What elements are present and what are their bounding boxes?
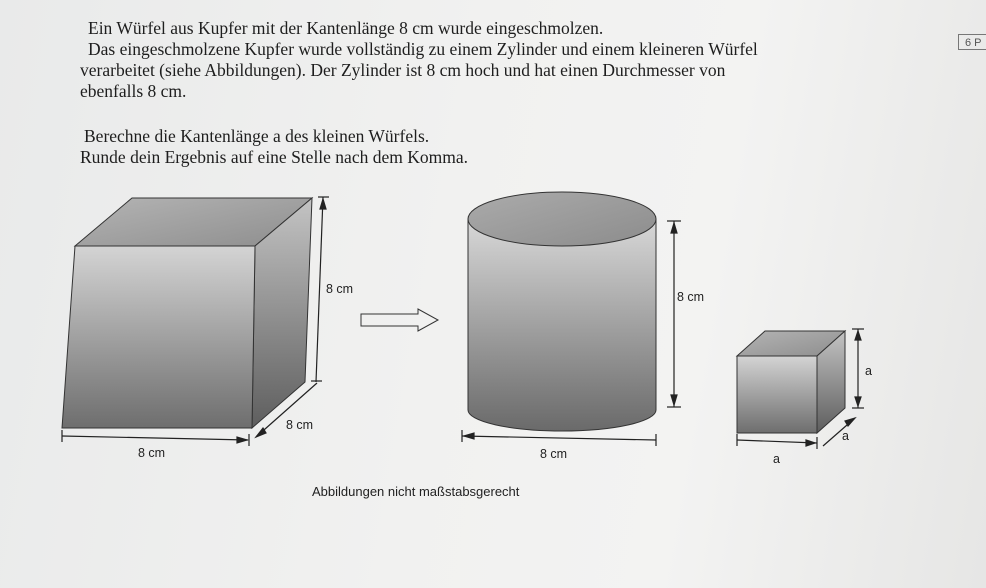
cylinder-top	[468, 192, 656, 246]
small-cube	[737, 331, 845, 433]
cylinder-height-label: 8 cm	[677, 290, 705, 304]
cylinder-body	[468, 219, 656, 431]
big-cube-height-label: 8 cm	[326, 282, 354, 296]
big-cube	[62, 198, 312, 428]
small-cube-height-label: a	[865, 364, 872, 378]
big-cube-width-label: 8 cm	[138, 446, 166, 460]
points-badge: 6 P	[958, 34, 986, 50]
task-line-6: Runde dein Ergebnis auf eine Stelle nach dem Komma.	[80, 147, 468, 167]
big-cube-depth-label: 8 cm	[286, 418, 314, 432]
task-line-1: Ein Würfel aus Kupfer mit der Kantenlänge 8 cm wurde eingeschmolzen.	[88, 18, 604, 38]
big-cube-front	[62, 246, 255, 428]
task-line-3: verarbeitet (siehe Abbildungen). Der Zylinder ist 8 cm hoch und hat einen Durchmesser von	[80, 60, 726, 80]
small-cube-front	[737, 356, 817, 433]
task-line-5: Berechne die Kantenlänge a des kleinen Würfels.	[84, 126, 430, 146]
small-cube-width-dimension	[737, 434, 817, 449]
cylinder-diameter-label: 8 cm	[540, 447, 568, 461]
cylinder	[468, 192, 656, 431]
task-line-2: Das eingeschmolzene Kupfer wurde vollständig zu einem Zylinder und einem kleineren Würfel	[88, 39, 758, 59]
small-cube-depth-label: a	[842, 429, 849, 443]
task-line-4: ebenfalls 8 cm.	[80, 81, 187, 101]
small-cube-width-label: a	[773, 452, 780, 466]
cylinder-height-dimension	[667, 221, 681, 407]
figure-caption: Abbildungen nicht maßstabsgerecht	[312, 484, 520, 499]
cylinder-diameter-dimension	[462, 430, 656, 446]
small-cube-height-dimension	[852, 329, 864, 408]
big-cube-width-dimension	[62, 430, 249, 446]
transform-arrow-icon	[361, 309, 438, 331]
